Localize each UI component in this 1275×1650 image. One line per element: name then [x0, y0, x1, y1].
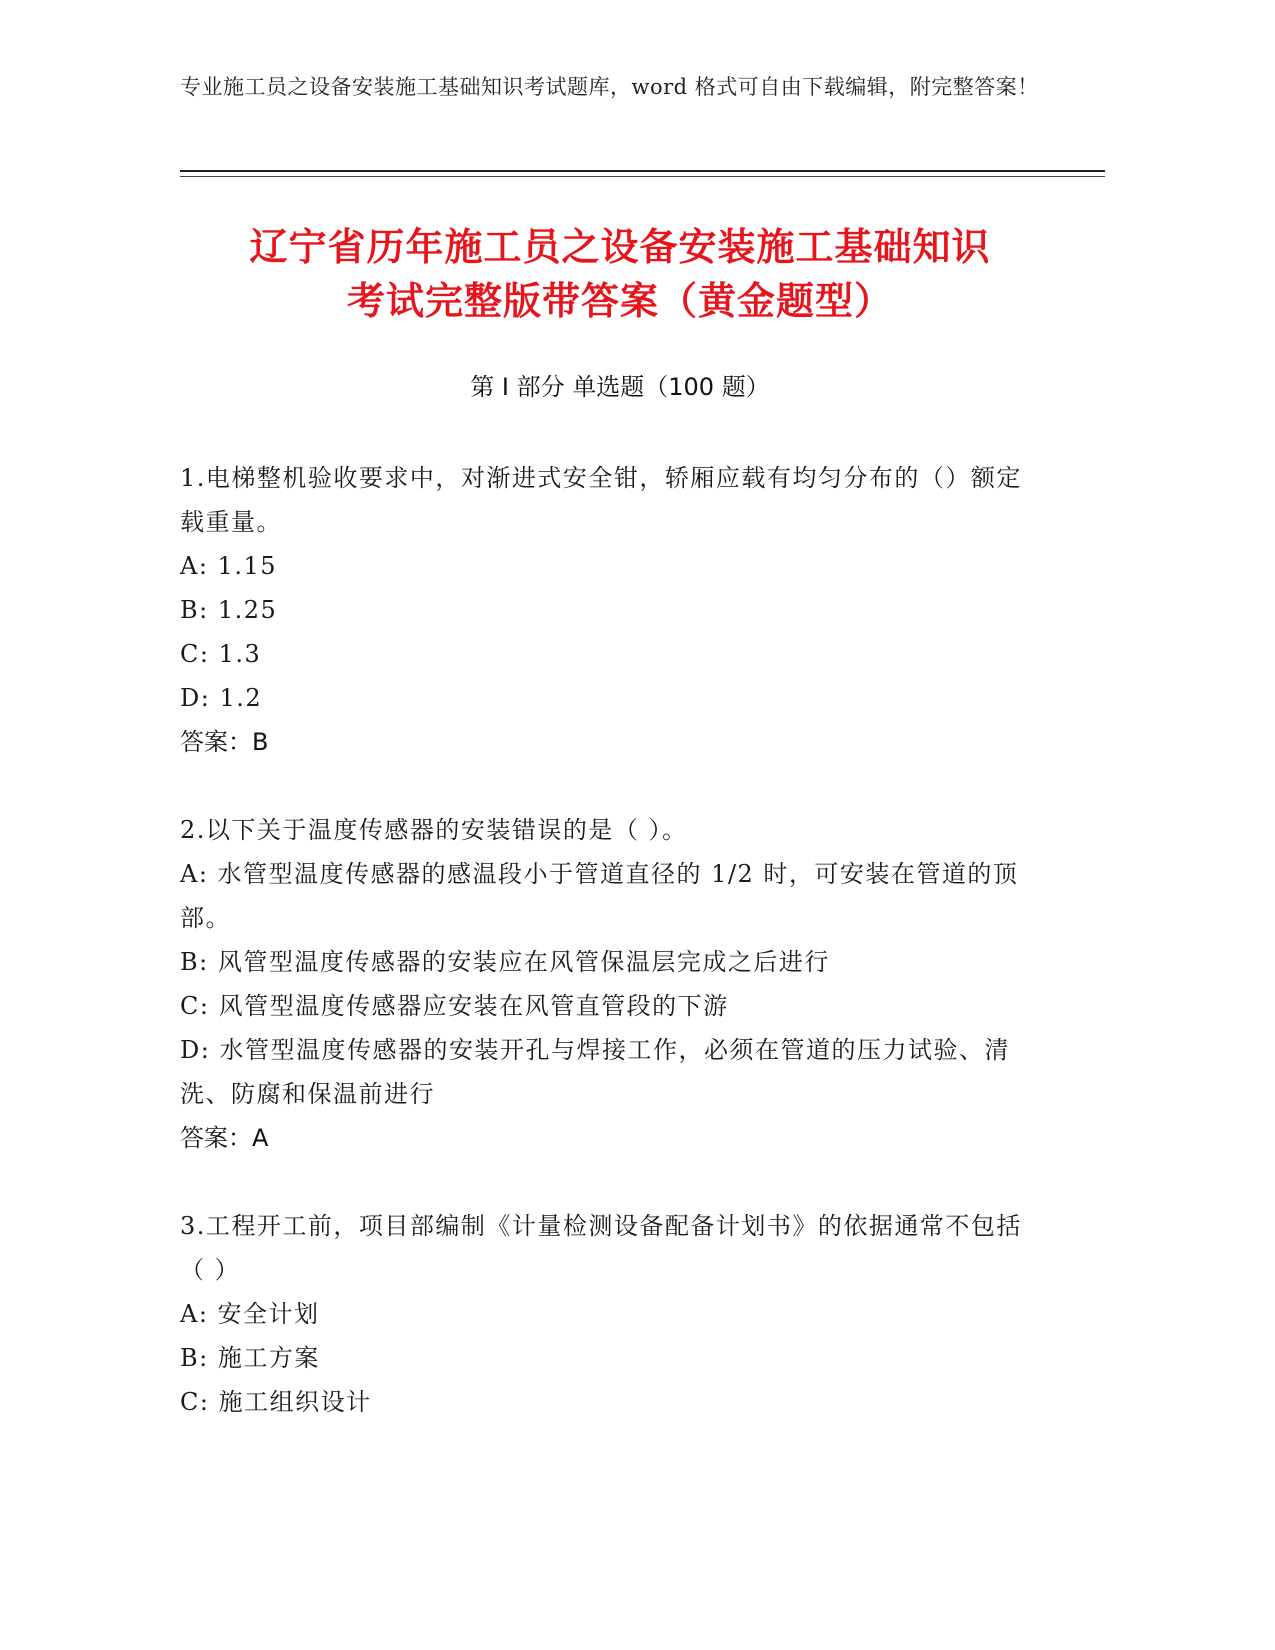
section-heading: 第 I 部分 单选题（100 题）: [470, 373, 770, 401]
question-1: [180, 456, 1030, 764]
question-2-option-b: B: 风管型温度传感器的安装应在风管保温层完成之后进行: [180, 948, 830, 976]
document-title-line-2: 考试完整版带答案（黄金题型）: [346, 279, 893, 323]
document-title: [180, 220, 1060, 328]
question-1-option-d: D: 1.2: [180, 684, 263, 712]
question-2-answer: 答案：A: [180, 1124, 269, 1152]
question-3-option-a: A: 安全计划: [180, 1300, 320, 1328]
header-divider-thin: [180, 176, 1105, 177]
question-2: [180, 808, 1030, 1160]
header-note: 专业施工员之设备安装施工基础知识考试题库，word 格式可自由下载编辑，附完整答案！: [180, 75, 1039, 99]
question-1-answer: 答案：B: [180, 728, 269, 756]
question-list: [180, 456, 1030, 1468]
question-1-stem: 1.电梯整机验收要求中，对渐进式安全钳，轿厢应载有均匀分布的（）额定载重量。: [180, 464, 1022, 536]
question-2-option-a: A: 水管型温度传感器的感温段小于管道直径的 1/2 时，可安装在管道的顶部。: [180, 860, 1019, 932]
question-3: [180, 1204, 1030, 1424]
question-3-option-b: B: 施工方案: [180, 1344, 320, 1372]
question-3-option-c: C: 施工组织设计: [180, 1388, 372, 1416]
question-2-option-d: D: 水管型温度传感器的安装开孔与焊接工作，必须在管道的压力试验、清洗、防腐和保温前进行: [180, 1036, 1010, 1108]
question-2-stem: 2.以下关于温度传感器的安装错误的是（ ）。: [180, 816, 688, 844]
header-divider-thick: [180, 170, 1105, 172]
question-2-option-c: C: 风管型温度传感器应安装在风管直管段的下游: [180, 992, 729, 1020]
question-3-stem: 3.工程开工前，项目部编制《计量检测设备配备计划书》的依据通常不包括（ ）: [180, 1212, 1022, 1284]
question-1-option-b: B: 1.25: [180, 596, 278, 624]
question-1-option-a: A: 1.15: [180, 552, 277, 580]
question-1-option-c: C: 1.3: [180, 640, 262, 668]
document-title-line-1: 辽宁省历年施工员之设备安装施工基础知识: [249, 225, 991, 269]
